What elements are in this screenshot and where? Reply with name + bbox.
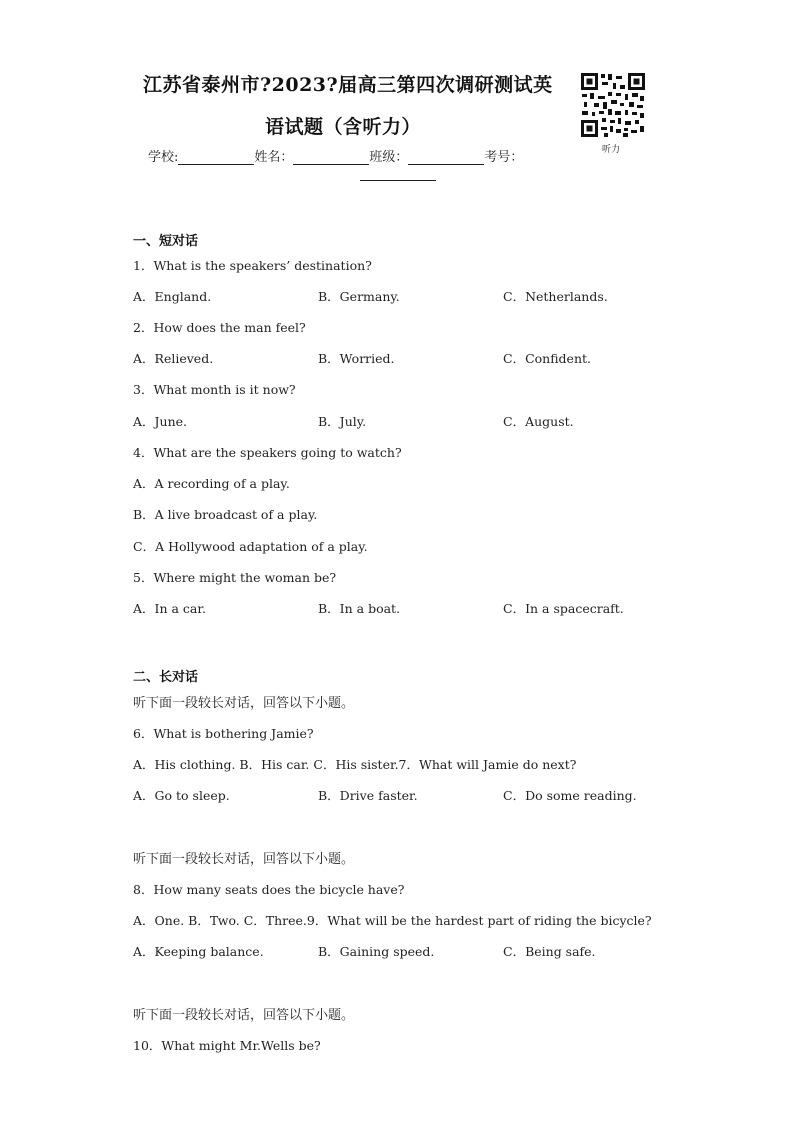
option-a: A．A recording of a play.	[133, 476, 290, 491]
school-label: 学校:	[148, 150, 179, 165]
option-a: A．Go to sleep.	[133, 788, 230, 803]
exam-number-blank[interactable]	[360, 166, 436, 181]
question-stem: 1．What is the speakers’ destination?	[133, 258, 372, 273]
page-title-line1: 江苏省泰州市?2023?届高三第四次调研测试英	[143, 74, 553, 96]
option-b: B．A live broadcast of a play.	[133, 507, 318, 522]
question-stem: 6．What is bothering Jamie?	[133, 726, 314, 741]
option-c: C．Netherlands.	[503, 289, 608, 304]
options-line: A．His clothing. B．His car. C．His sister.7．What will Jamie do next?	[133, 757, 577, 772]
option-c: C．In a spacecraft.	[503, 601, 624, 616]
option-b: B．July.	[318, 414, 367, 429]
name-blank[interactable]	[293, 150, 369, 165]
question-stem: 3．What month is it now?	[133, 382, 296, 397]
section-title-short: 一、短对话	[133, 234, 199, 249]
section-instruction: 听下面一段较长对话，回答以下小题。	[133, 1008, 355, 1023]
option-c: C．Confident.	[503, 351, 591, 366]
school-blank[interactable]	[178, 150, 254, 165]
option-c: C．August.	[503, 414, 574, 429]
option-b: B．Gaining speed.	[318, 944, 435, 959]
exam-number-label: 考号：	[484, 150, 524, 165]
option-a: A．England.	[133, 289, 212, 304]
option-a: A．Relieved.	[133, 351, 214, 366]
page-title-line2: 语试题（含听力）	[265, 116, 422, 138]
qr-code-icon	[580, 72, 646, 138]
student-info-line	[148, 146, 523, 165]
options-line: A．One. B．Two. C．Three.9．What will be the hardest part of riding the bicycle?	[133, 913, 652, 928]
option-a: A．June.	[133, 414, 188, 429]
option-b: B．Drive faster.	[318, 788, 418, 803]
name-label: 姓名：	[254, 150, 294, 165]
question-stem: 5．Where might the woman be?	[133, 570, 337, 585]
option-a: A．In a car.	[133, 601, 206, 616]
section-title-long: 二、长对话	[133, 670, 199, 685]
question-stem: 4．What are the speakers going to watch?	[133, 445, 402, 460]
class-blank[interactable]	[408, 150, 484, 165]
option-b: B．In a boat.	[318, 601, 401, 616]
option-c: C．Do some reading.	[503, 788, 637, 803]
section-instruction: 听下面一段较长对话，回答以下小题。	[133, 696, 355, 711]
question-stem: 10．What might Mr.Wells be?	[133, 1038, 321, 1053]
section-instruction: 听下面一段较长对话，回答以下小题。	[133, 852, 355, 867]
option-c: C．Being safe.	[503, 944, 596, 959]
qr-label: 听力	[602, 145, 621, 155]
question-stem: 8．How many seats does the bicycle have?	[133, 882, 405, 897]
class-label: 班级：	[369, 150, 409, 165]
option-b: B．Worried.	[318, 351, 395, 366]
option-c: C．A Hollywood adaptation of a play.	[133, 539, 368, 554]
question-stem: 2．How does the man feel?	[133, 320, 306, 335]
option-a: A．Keeping balance.	[133, 944, 264, 959]
option-b: B．Germany.	[318, 289, 400, 304]
